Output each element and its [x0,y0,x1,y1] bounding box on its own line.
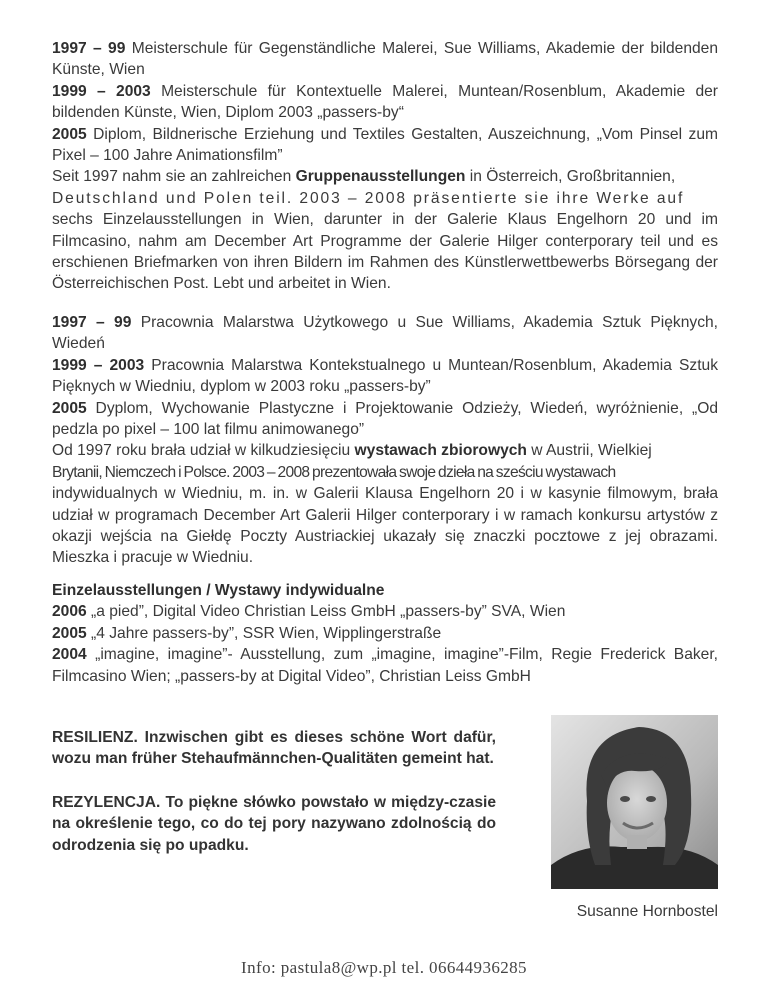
biography-german [52,38,718,295]
bio-de-paragraph: Seit 1997 nahm sie an zahlreichen Gruppenausstellungen in Österreich, Großbritannien, Deutschland und Polen teil. 2003 – 2008 präsentierte sie ihre Werke auf sechs Einzelausstellungen in Wien, darunter in der Galerie Klaus Engelhorn 20 und im Filmcasino, nahm am December Art Programme der Galerie Hilger conterporary teil und es erschienen Briefmarken von ihren Bildern im Rahmen des Künstlerwettbewerbs Börsegang der Österreichischen Post. Lebt und arbeitet in Wien. [52,168,718,293]
solo-entry-2004: 2004 „imagine, imagine”- Ausstellung, zum „imagine, imagine”-Film, Regie Frederick Baker, Filmcasino Wien; „passers-by at Digital Video”, Christian Leiss GmbH [52,646,718,685]
quote-german: RESILIENZ. Inzwischen gibt es dieses schöne Wort dafür, wozu man früher Stehaufmännchen-Qualitäten gemeint hat. [52,729,496,768]
solo-heading: Einzelausstellungen / Wystawy indywidualne [52,582,385,599]
resilience-quote [52,727,496,878]
bio-de-entry-2005: 2005 Diplom, Bildnerische Erziehung und Textiles Gestalten, Auszeichnung, „Vom Pinsel zum Pixel – 100 Jahre Animationsfilm” [52,125,718,165]
bio-pl-entry-1999: 1999 – 2003 Pracownia Malarstwa Kontekstualnego u Muntean/Rosenblum, Akademia Sztuk Pięknych w Wiedniu, dyplom w 2003 roku „passers-by” [52,356,718,396]
biography-polish [52,312,718,569]
bio-pl-entry-2005: 2005 Dyplom, Wychowanie Plastyczne i Projektowanie Odzieży, Wiedeń, wyróżnienie, „Od pedzla po pixel – 100 lat filmu animowanego” [52,399,718,439]
bio-pl-paragraph: Od 1997 roku brała udział w kilkudziesięciu wystawach zbiorowych w Austrii, Wielkiej Brytanii, Niemczech i Polsce. 2003 – 2008 prezentowała swoje dzieła na sześciu wystawach indywidualnych w Wiedniu, m. in. w Galerii Klausa Engelhorn 20 i w kasynie filmowym, brała udział w programach December Art Galerii Hilger conterporary i w ramach konkursu artystów z okazji wejścia na Giełdę Poczty Austriackiej ukazały się znaczki pocztowe z jej obrazami. Mieszka i pracuje w Wiedniu. [52,442,718,567]
solo-exhibitions [52,580,718,687]
quote-polish: REZYLENCJA. To piękne słówko powstało w między-czasie na określenie tego, co do tej pory nazywano zdolnością do odrodzenia się po upadku. [52,793,496,854]
portrait-photo [551,715,718,889]
contact-info: Info: pastula8@wp.pl tel. 06644936285 [241,958,527,977]
bio-de-entry-1999: 1999 – 2003 Meisterschule für Kontextuelle Malerei, Muntean/Rosenblum, Akademie der bildenden Künste, Wien, Diplom 2003 „passers-by“ [52,82,718,122]
photo-caption: Susanne Hornbostel [576,903,718,920]
bio-de-entry-1997: 1997 – 99 Meisterschule für Gegenständliche Malerei, Sue Williams, Akademie der bildenden Künste, Wien [52,40,719,79]
solo-entry-2005: 2005 „4 Jahre passers-by”, SSR Wien, Wipplingerstraße [52,624,442,642]
solo-entry-2006: 2006 „a pied”, Digital Video Christian Leiss GmbH „passers-by” SVA, Wien [52,603,566,621]
bio-pl-entry-1997: 1997 – 99 Pracownia Malarstwa Użytkowego u Sue Williams, Akademia Sztuk Pięknych, Wiedeń [52,314,718,353]
